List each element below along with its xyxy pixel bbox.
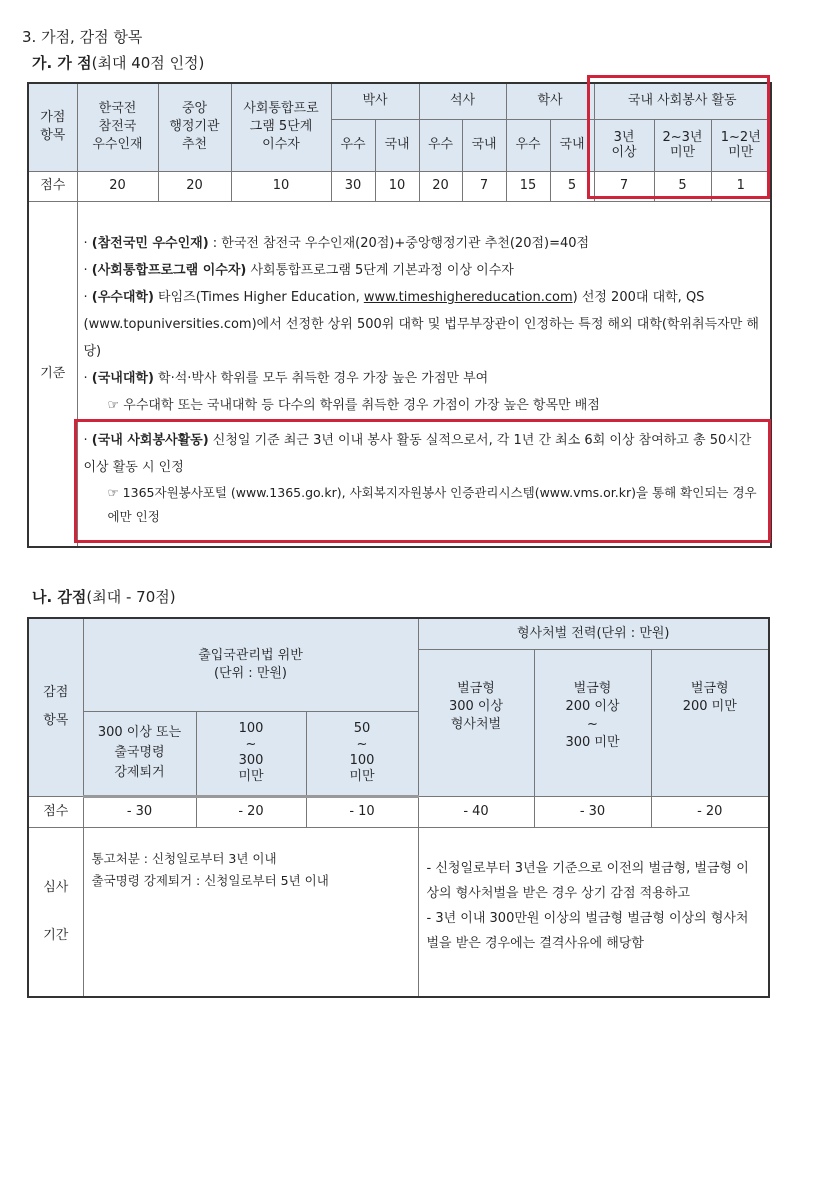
criteria-item: · (사회통합프로그램 이수자) 사회통합프로그램 5단계 기본과정 이상 이수자 [83, 262, 514, 278]
score-cell: 20 [77, 171, 158, 201]
penalty-title [32, 586, 176, 607]
penalty-title-note: (최대 - 70점) [86, 588, 176, 606]
score-cell: 7 [594, 171, 654, 201]
section-title: 3. 가점, 감점 항목 [22, 28, 143, 46]
exam-line: 통고처분 : 신청일로부터 3년 이내 [91, 850, 277, 866]
exam-period-label: 심사 기간 [28, 827, 83, 997]
score-cell: 10 [375, 171, 419, 201]
university-link[interactable]: www.timeshighereducation.com [363, 289, 573, 305]
sub-header: 우수 [331, 119, 375, 171]
degree-header: 석사 [419, 83, 506, 119]
degree-header: 박사 [331, 83, 419, 119]
exam-period-immigration [83, 827, 418, 997]
criteria-note: ☞ 우수대학 또는 국내대학 등 다수의 학위를 취득한 경우 가점이 가장 높은 항목만 배점 [107, 397, 600, 413]
score-cell: - 20 [651, 796, 769, 827]
bonus-title [32, 52, 204, 73]
criteria-label: 기준 [28, 201, 77, 547]
col-header: 사회통합프로 그램 5단계 이수자 [231, 83, 331, 171]
bonus-title-note: (최대 40점 인정) [91, 54, 205, 72]
score-cell: - 30 [534, 796, 651, 827]
sub-header: 우수 [506, 119, 550, 171]
exam-period-criminal [418, 827, 769, 997]
row-header: 감점 항목 [28, 618, 83, 796]
criteria-item: · (우수대학) 타임즈(Times Higher Education, www.timeshighereducation.com) 선정 200대 대학, QS (www.topuniversities.com)에서 선정한 상위 500위 대학 및 법무부장관이 인정하는 특정 해외 대학(학위취득자만 해당) [83, 289, 759, 359]
criteria-item: · (참전국민 우수인재) : 한국전 참전국 우수인재(20점)+중앙행정기관 추천(20점)=40점 [83, 235, 590, 251]
score-cell: 15 [506, 171, 550, 201]
score-cell: - 40 [418, 796, 534, 827]
penalty-title-bold: 나. 감점 [32, 588, 87, 606]
sub-header: 벌금형 200 이상 ~ 300 미만 [534, 649, 651, 796]
score-cell: 1 [711, 171, 771, 201]
degree-header: 학사 [506, 83, 594, 119]
criteria-cell [77, 201, 771, 547]
immigration-header: 출입국관리법 위반 (단위 : 만원) [83, 618, 418, 711]
score-cell: - 20 [196, 796, 306, 827]
col-header: 중앙 행정기관 추천 [158, 83, 231, 171]
criteria-item: · (국내 사회봉사활동) 신청일 기준 최근 3년 이내 봉사 활동 실적으로서, 각 1년 간 최소 6회 이상 참여하고 총 50시간 이상 활동 시 인정 [83, 432, 752, 475]
score-cell: 5 [550, 171, 594, 201]
score-label: 점수 [28, 796, 83, 827]
col-header: 한국전 참전국 우수인재 [77, 83, 158, 171]
exam-line: 출국명령 강제퇴거 : 신청일로부터 5년 이내 [91, 872, 329, 888]
sub-header: 국내 [462, 119, 506, 171]
score-cell: 20 [419, 171, 462, 201]
sub-header: 벌금형 200 미만 [651, 649, 769, 796]
bonus-table [27, 82, 772, 548]
score-cell: 5 [654, 171, 711, 201]
score-label: 점수 [28, 171, 77, 201]
penalty-table [27, 617, 770, 998]
exam-line: - 3년 이내 300만원 이상의 벌금형 벌금형 이상의 형사처벌을 받은 경우에는 결격사유에 해당함 [426, 910, 749, 951]
sub-header: 50 ~ 100 미만 [306, 711, 418, 796]
criminal-header: 형사처벌 전력(단위 : 만원) [418, 618, 769, 649]
bonus-title-bold: 가. 가 점 [32, 54, 92, 72]
score-cell: 20 [158, 171, 231, 201]
sub-header: 국내 [375, 119, 419, 171]
score-cell: 30 [331, 171, 375, 201]
sub-header: 우수 [419, 119, 462, 171]
sub-header: 100 ~ 300 미만 [196, 711, 306, 796]
criteria-note: ☞ 1365자원봉사포털 (www.1365.go.kr), 사회복지자원봉사 인증관리시스템(www.vms.or.kr)을 통해 확인되는 경우에만 인정 [107, 484, 757, 524]
score-cell: 10 [231, 171, 331, 201]
sub-header: 300 이상 또는 출국명령 강제퇴거 [83, 711, 196, 796]
score-cell: - 30 [83, 796, 196, 827]
score-cell: - 10 [306, 796, 418, 827]
volunteer-header: 국내 사회봉사 활동 [594, 83, 771, 119]
row-header: 가점 항목 [28, 83, 77, 171]
criteria-item: · (국내대학) 학·석·박사 학위를 모두 취득한 경우 가장 높은 가점만 부여 [83, 370, 489, 386]
exam-line: - 신청일로부터 3년을 기준으로 이전의 벌금형, 벌금형 이상의 형사처벌을 받은 경우 상기 감점 적용하고 [426, 860, 749, 901]
sub-header: 국내 [550, 119, 594, 171]
sub-header: 벌금형 300 이상 형사처벌 [418, 649, 534, 796]
score-cell: 7 [462, 171, 506, 201]
sub-header: 1~2년 미만 [711, 119, 771, 171]
sub-header: 3년 이상 [594, 119, 654, 171]
sub-header: 2~3년 미만 [654, 119, 711, 171]
